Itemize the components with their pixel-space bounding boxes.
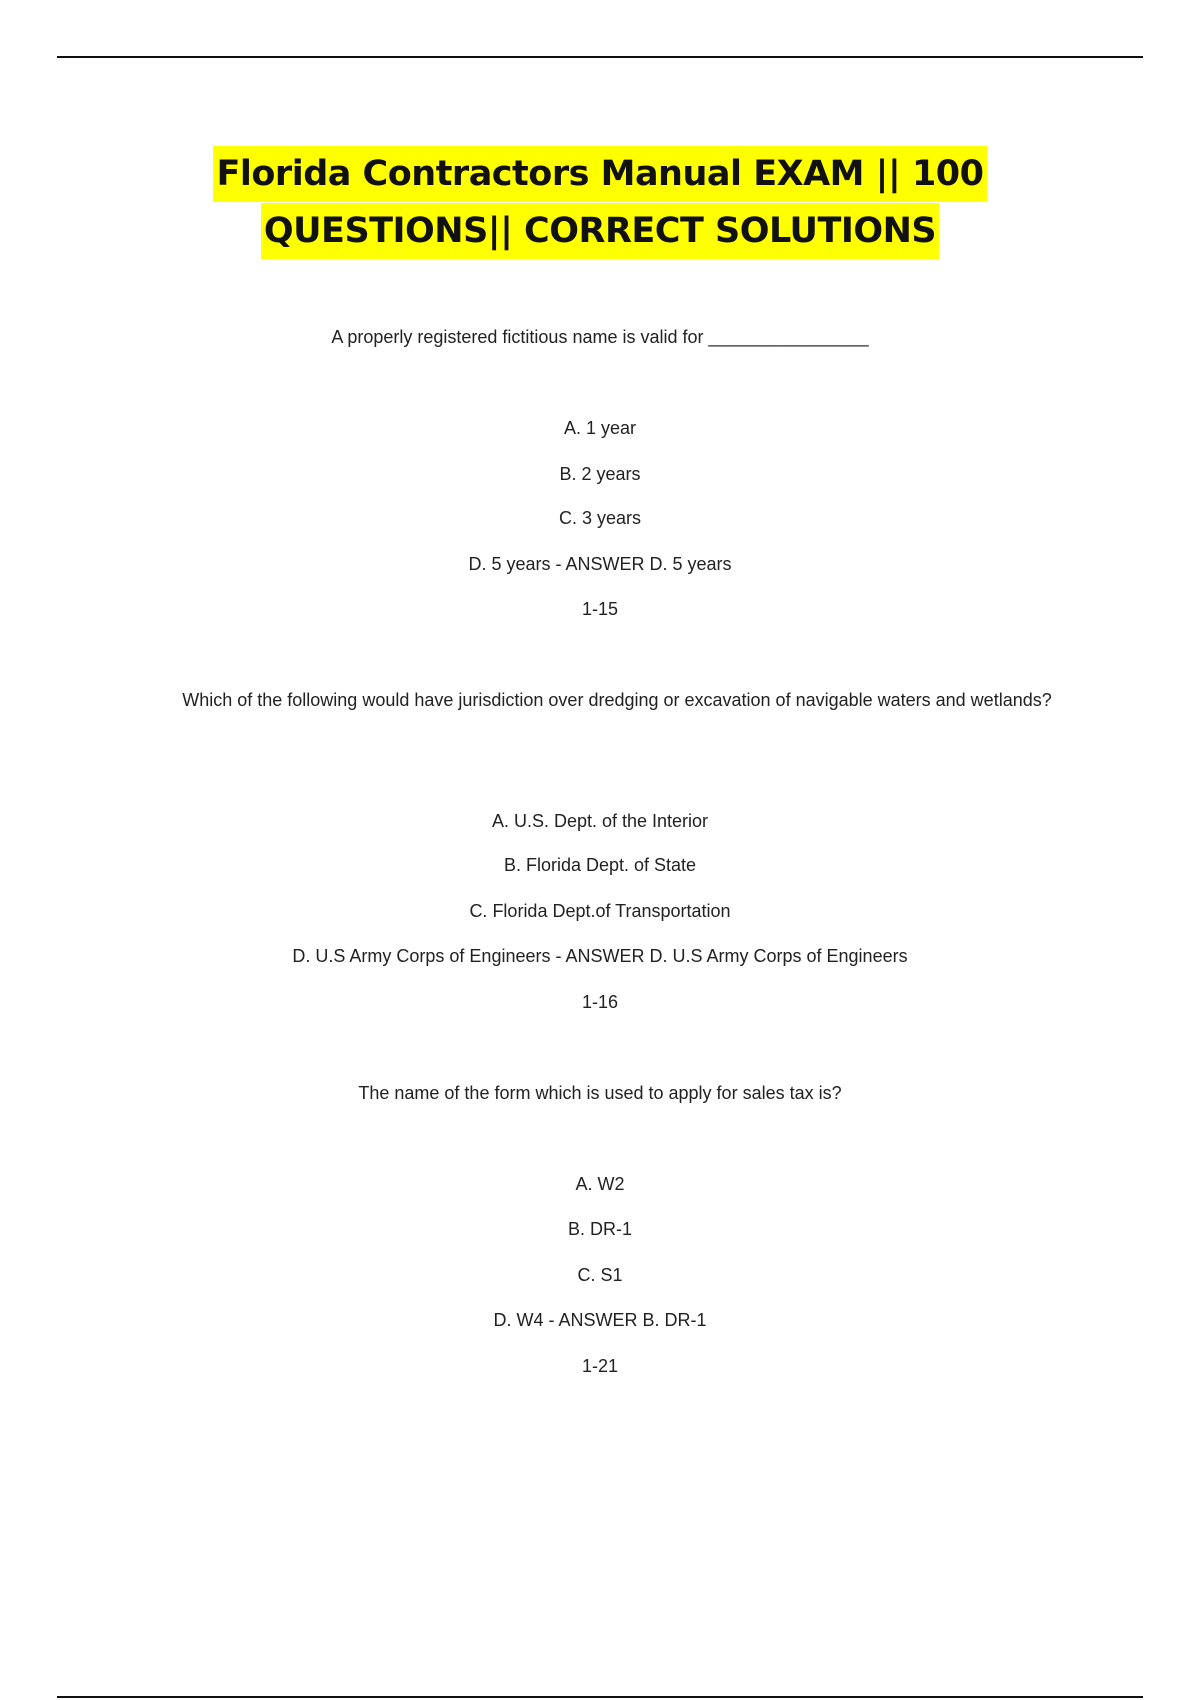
question-2-option-b: B. Florida Dept. of State — [503, 855, 697, 875]
question-3-reference: 1-21 — [581, 1356, 619, 1376]
question-3-prompt: The name of the form which is used to apply for sales tax is? — [358, 1083, 842, 1103]
document-title — [0, 146, 1200, 260]
question-2-reference: 1-16 — [581, 992, 619, 1012]
question-1-option-a: A. 1 year — [563, 418, 637, 438]
question-2-option-d: D. U.S Army Corps of Engineers - ANSWER D. U.S Army Corps of Engineers — [292, 946, 908, 966]
title-line-1: Florida Contractors Manual EXAM || 100 — [213, 146, 986, 202]
question-2-prompt: Which of the following would have jurisdiction over dredging or excavation of navigable waters and wetlands? — [182, 690, 1052, 710]
question-3-option-a: A. W2 — [575, 1174, 625, 1194]
question-3-option-d: D. W4 - ANSWER B. DR-1 — [493, 1310, 707, 1330]
question-2-option-c: C. Florida Dept.of Transportation — [469, 901, 731, 921]
question-1-reference: 1-15 — [581, 599, 619, 619]
question-3-option-c: C. S1 — [577, 1265, 623, 1285]
top-rule — [57, 56, 1143, 58]
question-1-option-c: C. 3 years — [558, 508, 642, 528]
question-3-option-b: B. DR-1 — [567, 1219, 632, 1239]
title-line-2: QUESTIONS|| CORRECT SOLUTIONS — [261, 203, 939, 259]
question-1-prompt: A properly registered fictitious name is valid for ________________ — [331, 327, 869, 347]
question-2-option-a: A. U.S. Dept. of the Interior — [491, 811, 709, 831]
bottom-rule — [57, 1696, 1143, 1698]
question-1-option-d: D. 5 years - ANSWER D. 5 years — [468, 554, 732, 574]
question-1-option-b: B. 2 years — [559, 464, 641, 484]
